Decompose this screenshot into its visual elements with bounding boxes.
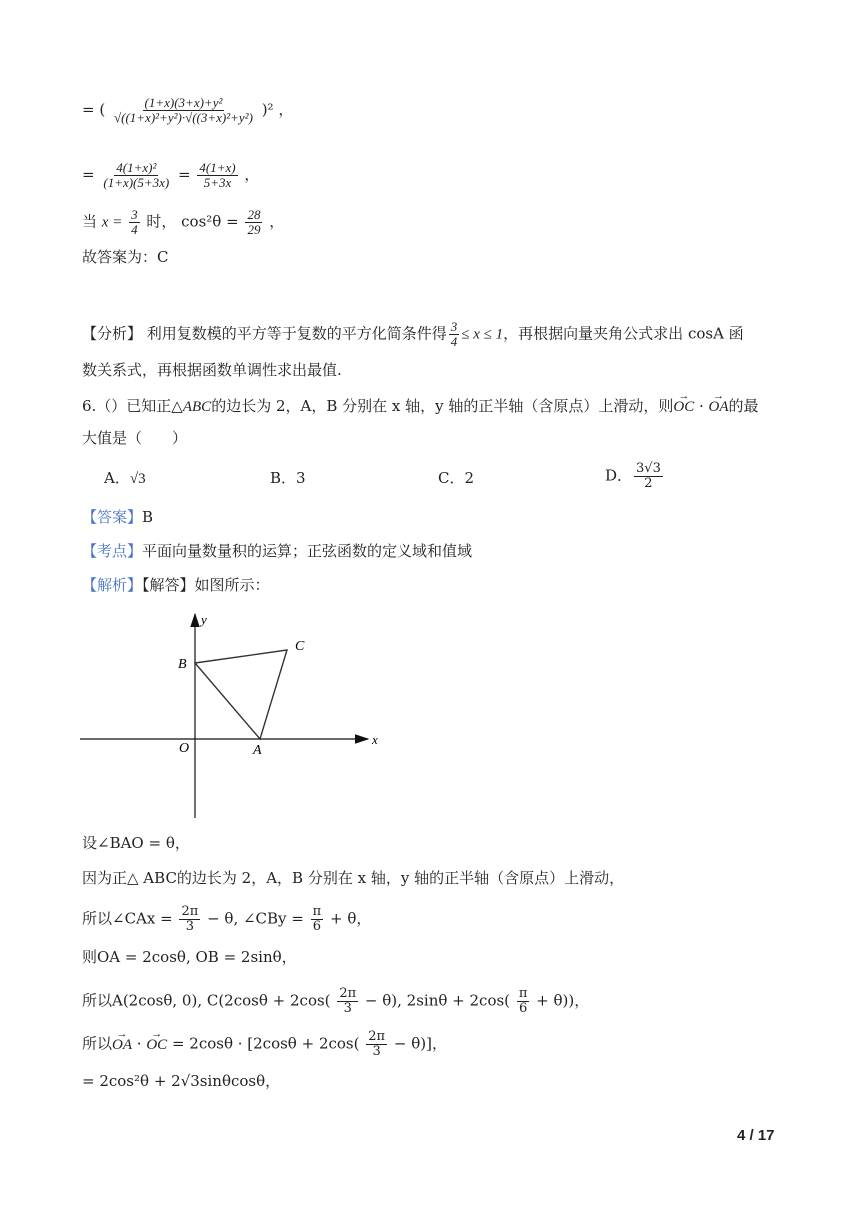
- y-axis-label: y: [201, 612, 207, 627]
- fraction: [197, 161, 237, 190]
- equals-sign: =: [178, 165, 191, 184]
- numerator: 4(1+x): [199, 160, 236, 175]
- question-text: 的边长为 2，A，B 分别在 x 轴，y 轴的正半轴（含原点）上滑动，则: [211, 397, 674, 415]
- numerator: 2π: [181, 904, 199, 919]
- page-number: 4 / 17: [737, 1127, 775, 1144]
- solution-step-2: [82, 161, 259, 190]
- option-c: [438, 467, 474, 488]
- fraction: [634, 462, 663, 491]
- point-a-label: A: [253, 743, 262, 758]
- analysis-text: ，再根据向量夹角公式求出 cosA 函: [503, 324, 744, 343]
- numerator: (1+x)(3+x)+y²: [144, 95, 223, 110]
- denominator: 2: [644, 476, 653, 491]
- text: 所以: [82, 1034, 113, 1053]
- point-c-label: C: [295, 639, 305, 654]
- option-label: A．: [104, 469, 130, 487]
- step-prefix: = (: [82, 100, 106, 119]
- numerator: 3: [450, 319, 458, 334]
- dot-operator: ·: [694, 397, 709, 415]
- step-prefix: =: [82, 165, 95, 184]
- triangle-name: ABC: [182, 399, 212, 415]
- solution-step-s2: 因为正△ ABC的边长为 2，A，B 分别在 x 轴，y 轴的正半轴（含原点）上滑动，: [82, 869, 625, 887]
- solution-step-s3: [82, 905, 371, 934]
- option-label: B．: [270, 469, 297, 487]
- numerator: 3√3: [636, 461, 661, 476]
- fraction: [101, 161, 171, 190]
- text: − θ, ∠CBy =: [207, 909, 304, 928]
- triangle-abc: [195, 650, 287, 739]
- topic-text: 平面向量数量积的运算；正弦函数的定义域和值域: [142, 542, 473, 560]
- numerator: 2π: [368, 1029, 386, 1044]
- fraction: [311, 905, 324, 934]
- x-axis-label: x: [372, 732, 378, 747]
- inequality: ≤ x ≤ 1: [461, 326, 504, 343]
- step-suffix: ，: [269, 212, 285, 231]
- question-line-2: 大值是（ ）: [82, 429, 188, 447]
- question-text: 的最: [728, 397, 759, 415]
- solution-step-s4: 则OA = 2cosθ, OB = 2sinθ，: [82, 948, 297, 966]
- option-a: [104, 467, 146, 488]
- option-d: [605, 462, 665, 491]
- denominator: 6: [312, 919, 322, 934]
- step-suffix: ，: [244, 165, 260, 184]
- point-b-label: B: [178, 657, 187, 672]
- solution-tag: 【解析】: [82, 576, 143, 594]
- solution-intro: 【解答】如图所示：: [142, 576, 270, 594]
- numerator: π: [518, 986, 528, 1001]
- analysis-tag: 【分析】: [82, 324, 143, 343]
- denominator: 3: [185, 919, 195, 934]
- solution-step-3: [82, 208, 284, 237]
- solution-step-s5: [82, 987, 589, 1016]
- denominator: √((1+x)²+y²)·√((3+x)²+y²): [113, 110, 253, 125]
- numerator: 3: [131, 207, 138, 222]
- fraction: [112, 96, 255, 125]
- text: + θ，: [329, 909, 372, 928]
- fraction: [179, 905, 200, 934]
- option-value: 3: [296, 469, 306, 487]
- text: 当: [82, 212, 102, 231]
- answer-tag: 【答案】: [82, 508, 143, 526]
- text: = 2cosθ · [2cosθ + 2cos(: [167, 1034, 360, 1053]
- option-value: 2: [464, 469, 475, 487]
- solution-step-s7: = 2cos²θ + 2√3sinθcosθ，: [82, 1072, 281, 1090]
- text: 时， cos²θ =: [146, 212, 239, 231]
- variable: x =: [101, 214, 123, 231]
- fraction: [517, 987, 530, 1016]
- fraction: [245, 208, 262, 237]
- conclusion-line: 故答案为：C: [82, 248, 169, 266]
- fraction: [366, 1030, 387, 1059]
- text: 所以A(2cosθ, 0), C(2cosθ + 2cos(: [82, 991, 331, 1010]
- triangle-figure: [78, 608, 388, 822]
- vector-oa: → OA: [709, 396, 729, 418]
- solution-step-s1: 设∠BAO = θ，: [82, 834, 190, 852]
- answer-value: B: [142, 508, 154, 526]
- denominator: 4: [131, 222, 138, 237]
- point-o-label: O: [179, 741, 190, 756]
- text: 所以∠CAx =: [82, 909, 173, 928]
- numerator: 4(1+x)²: [116, 160, 157, 175]
- denominator: 5+3x: [203, 175, 232, 190]
- text: − θ)]，: [393, 1034, 447, 1053]
- question-text: 6.（）已知正△: [82, 397, 183, 415]
- vector-oa: → OA: [112, 1034, 132, 1056]
- vector-oc: → OC: [146, 1034, 167, 1056]
- topic-tag: 【考点】: [82, 542, 143, 560]
- step-suffix: )² ，: [261, 100, 294, 119]
- numerator: π: [312, 904, 322, 919]
- analysis-line-1: [82, 320, 744, 349]
- vector-oc: → OC: [673, 396, 694, 418]
- solution-step-s6: [82, 1030, 447, 1059]
- option-label: C．: [438, 469, 465, 487]
- option-value: √3: [129, 471, 146, 487]
- fraction: [129, 208, 140, 237]
- denominator: 6: [518, 1001, 528, 1016]
- denominator: (1+x)(5+3x): [103, 175, 170, 190]
- text: + θ))，: [536, 991, 590, 1010]
- text: − θ), 2sinθ + 2cos(: [364, 991, 511, 1010]
- analysis-line-2: 数关系式，再根据函数单调性求出最值.: [82, 361, 342, 379]
- analysis-text: 利用复数模的平方等于复数的平方化简条件得: [142, 324, 447, 343]
- fraction: [337, 987, 358, 1016]
- fraction: [449, 320, 460, 349]
- denominator: 3: [343, 1001, 352, 1016]
- numerator: 28: [247, 207, 261, 222]
- question-line-1: [82, 395, 759, 418]
- solution-intro-line: [82, 574, 270, 596]
- answer-line: [82, 506, 153, 528]
- denominator: 29: [247, 222, 261, 237]
- option-label: D．: [605, 466, 633, 485]
- topic-line: [82, 540, 472, 562]
- solution-step-1: [82, 96, 293, 125]
- denominator: 4: [450, 334, 458, 349]
- numerator: 2π: [339, 986, 357, 1001]
- denominator: 3: [372, 1044, 381, 1059]
- option-b: [270, 467, 306, 488]
- dot-operator: ·: [132, 1034, 147, 1053]
